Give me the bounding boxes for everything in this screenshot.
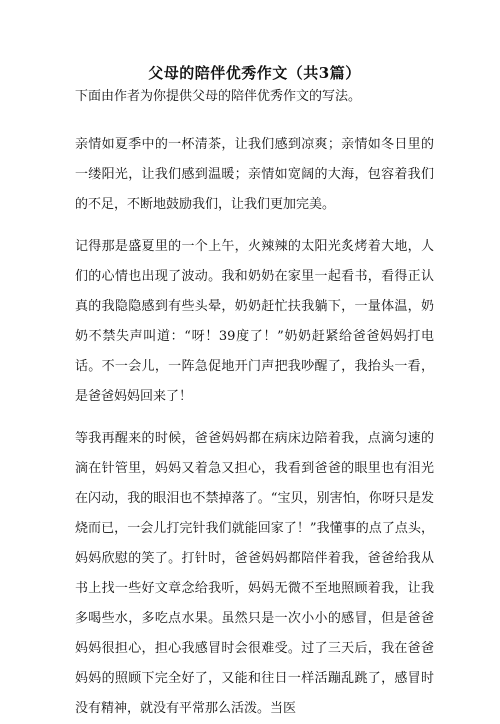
paragraph-2: 记得那是盛夏里的一个上午，火辣辣的太阳光炙烤着大地，人们的心情也出现了波动。我和奶奶在家里一起看书，看得正认真的我隐隐感到有些头晕，奶奶赶忙扶我躺下，一量体温，奶奶不禁失声叫道：“呀！39度了！”奶奶赶紧给爸爸妈妈打电话。不一会儿，一阵急促地开门声把我吵醒了，我抬头一看，是爸爸妈妈回来了！ (75, 239, 434, 404)
intro-text: 下面由作者为你提供父母的陪伴优秀作文的写法。 (75, 89, 362, 104)
paragraph-1: 亲情如夏季中的一杯清茶，让我们感到凉爽；亲情如冬日里的一缕阳光，让我们感到温暖；亲情如宽阔的大海，包容着我们的不足，不断地鼓励我们，让我们更加完美。 (75, 137, 434, 212)
document-title: 父母的陪伴优秀作文（共3篇） (148, 64, 361, 82)
paragraph-3: 等我再醒来的时候，爸爸妈妈都在病床边陪着我，点滴匀速的滴在针管里，妈妈又着急又担心，我看到爸爸的眼里也有泪光在闪动，我的眼泪也不禁掉落了。“宝贝，别害怕，你呀只是发烧而已，一会儿打完针我们就能回家了！”我懂事的点了点头，妈妈欣慰的笑了。打针时，爸爸妈妈都陪伴着我，爸爸给我从书上找一些好文章念给我听，妈妈无微不至地照顾着我，让我多喝些水，多吃点水果。虽然只是一次小小的感冒，但是爸爸妈妈很担心，担心我感冒时会很难受。过了三天后，我在爸爸妈妈的照顾下完全好了，又能和往日一样活蹦乱跳了，感冒时没有精神，就没有平常那么活泼。当医 (75, 431, 434, 716)
